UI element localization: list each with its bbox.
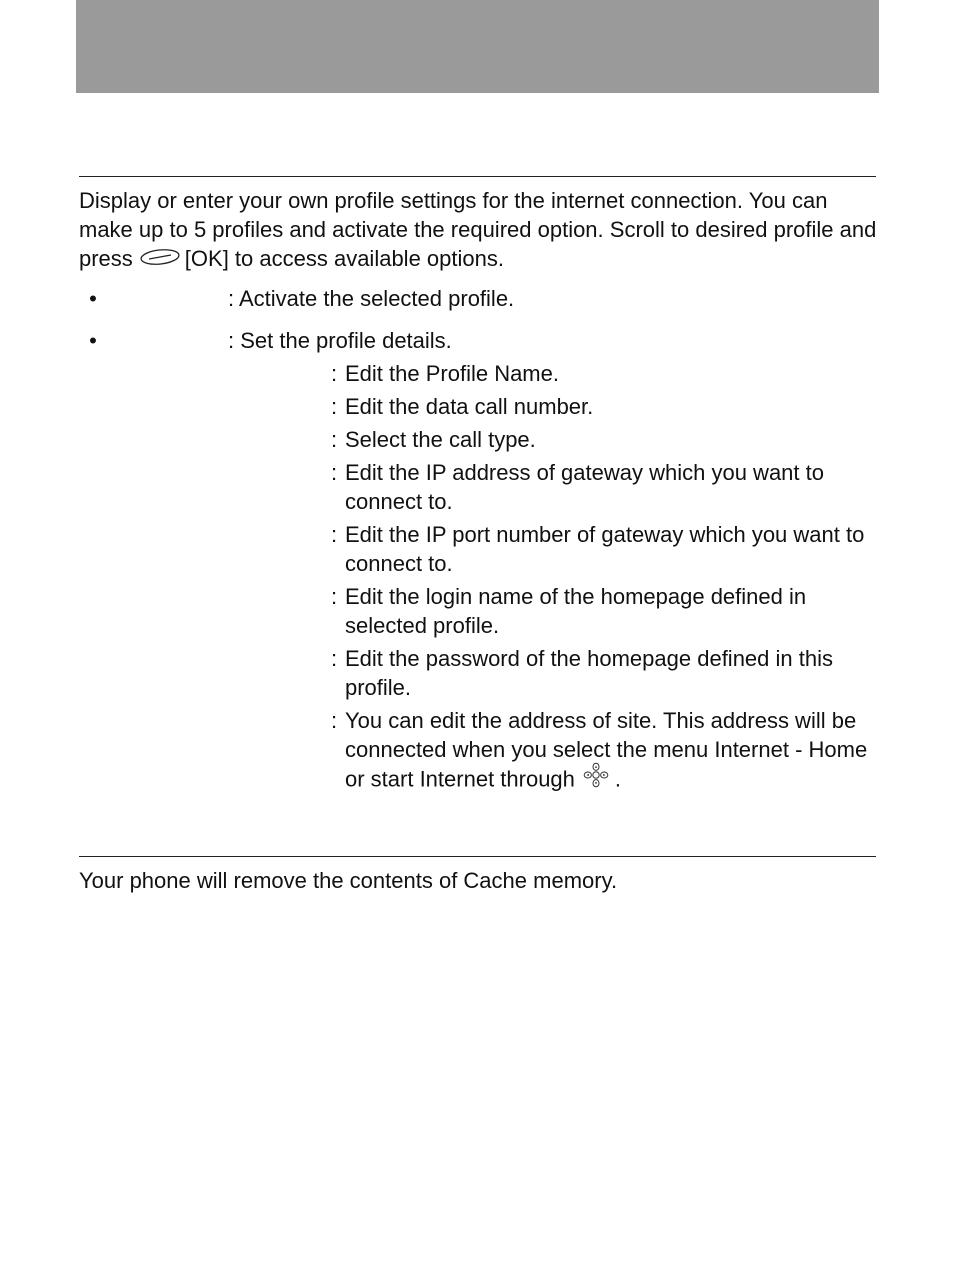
navigation-key-icon: [581, 762, 611, 795]
bullet: •: [89, 328, 97, 353]
option-activate: [0, 284, 954, 313]
list-item: : Select the call type.: [331, 425, 876, 454]
list-item: : Edit the Profile Name.: [331, 359, 876, 388]
list-item: : You can edit the address of site. This address will be connected when you select the menu Internet - Home or start Internet through .: [331, 706, 876, 797]
intro-text: Display or enter your own profile settings for the internet connection. You can make up to 5 profiles and activate the required option. Scroll to desired profile and press: [79, 188, 877, 271]
detail-call-type: Select the call type.: [345, 427, 536, 452]
section-divider-cache: [79, 856, 876, 857]
detail-ip-port: Edit the IP port number of gateway which you want to connect to.: [345, 522, 865, 576]
detail-homepage: [345, 706, 876, 797]
list-item: : Edit the IP port number of gateway which you want to connect to.: [331, 520, 876, 578]
header-bar: [76, 0, 879, 93]
detail-password: Edit the password of the homepage defined in this profile.: [345, 646, 833, 700]
bullet: •: [89, 286, 97, 311]
detail-login-name: Edit the login name of the homepage defined in selected profile.: [345, 584, 807, 638]
list-item: : Edit the data call number.: [331, 392, 876, 421]
intro-ok-text: [OK] to access available options.: [184, 246, 504, 271]
option-edit: [0, 326, 954, 355]
option-activate-description: : Activate the selected profile.: [228, 286, 515, 311]
list-item: : Edit the login name of the homepage defined in selected profile.: [331, 582, 876, 640]
list-item: : Edit the password of the homepage defined in this profile.: [331, 644, 876, 702]
ok-softkey-icon: [139, 244, 181, 273]
option-edit-description: : Set the profile details.: [228, 328, 452, 353]
profile-details-list: [331, 359, 876, 801]
list-item: : Edit the IP address of gateway which you want to connect to.: [331, 458, 876, 516]
cache-description: Your phone will remove the contents of Cache memory.: [79, 868, 618, 893]
detail-ip-address: Edit the IP address of gateway which you want to connect to.: [345, 460, 824, 514]
detail-homepage-text: You can edit the address of site. This address will be connected when you select the menu Internet - Home or start Internet through: [345, 708, 868, 792]
detail-homepage-end: .: [614, 766, 622, 792]
intro-paragraph: [79, 186, 879, 275]
detail-profile-name: Edit the Profile Name.: [345, 361, 559, 386]
detail-data-call-number: Edit the data call number.: [345, 394, 594, 419]
section-divider-profiles: [79, 176, 876, 177]
